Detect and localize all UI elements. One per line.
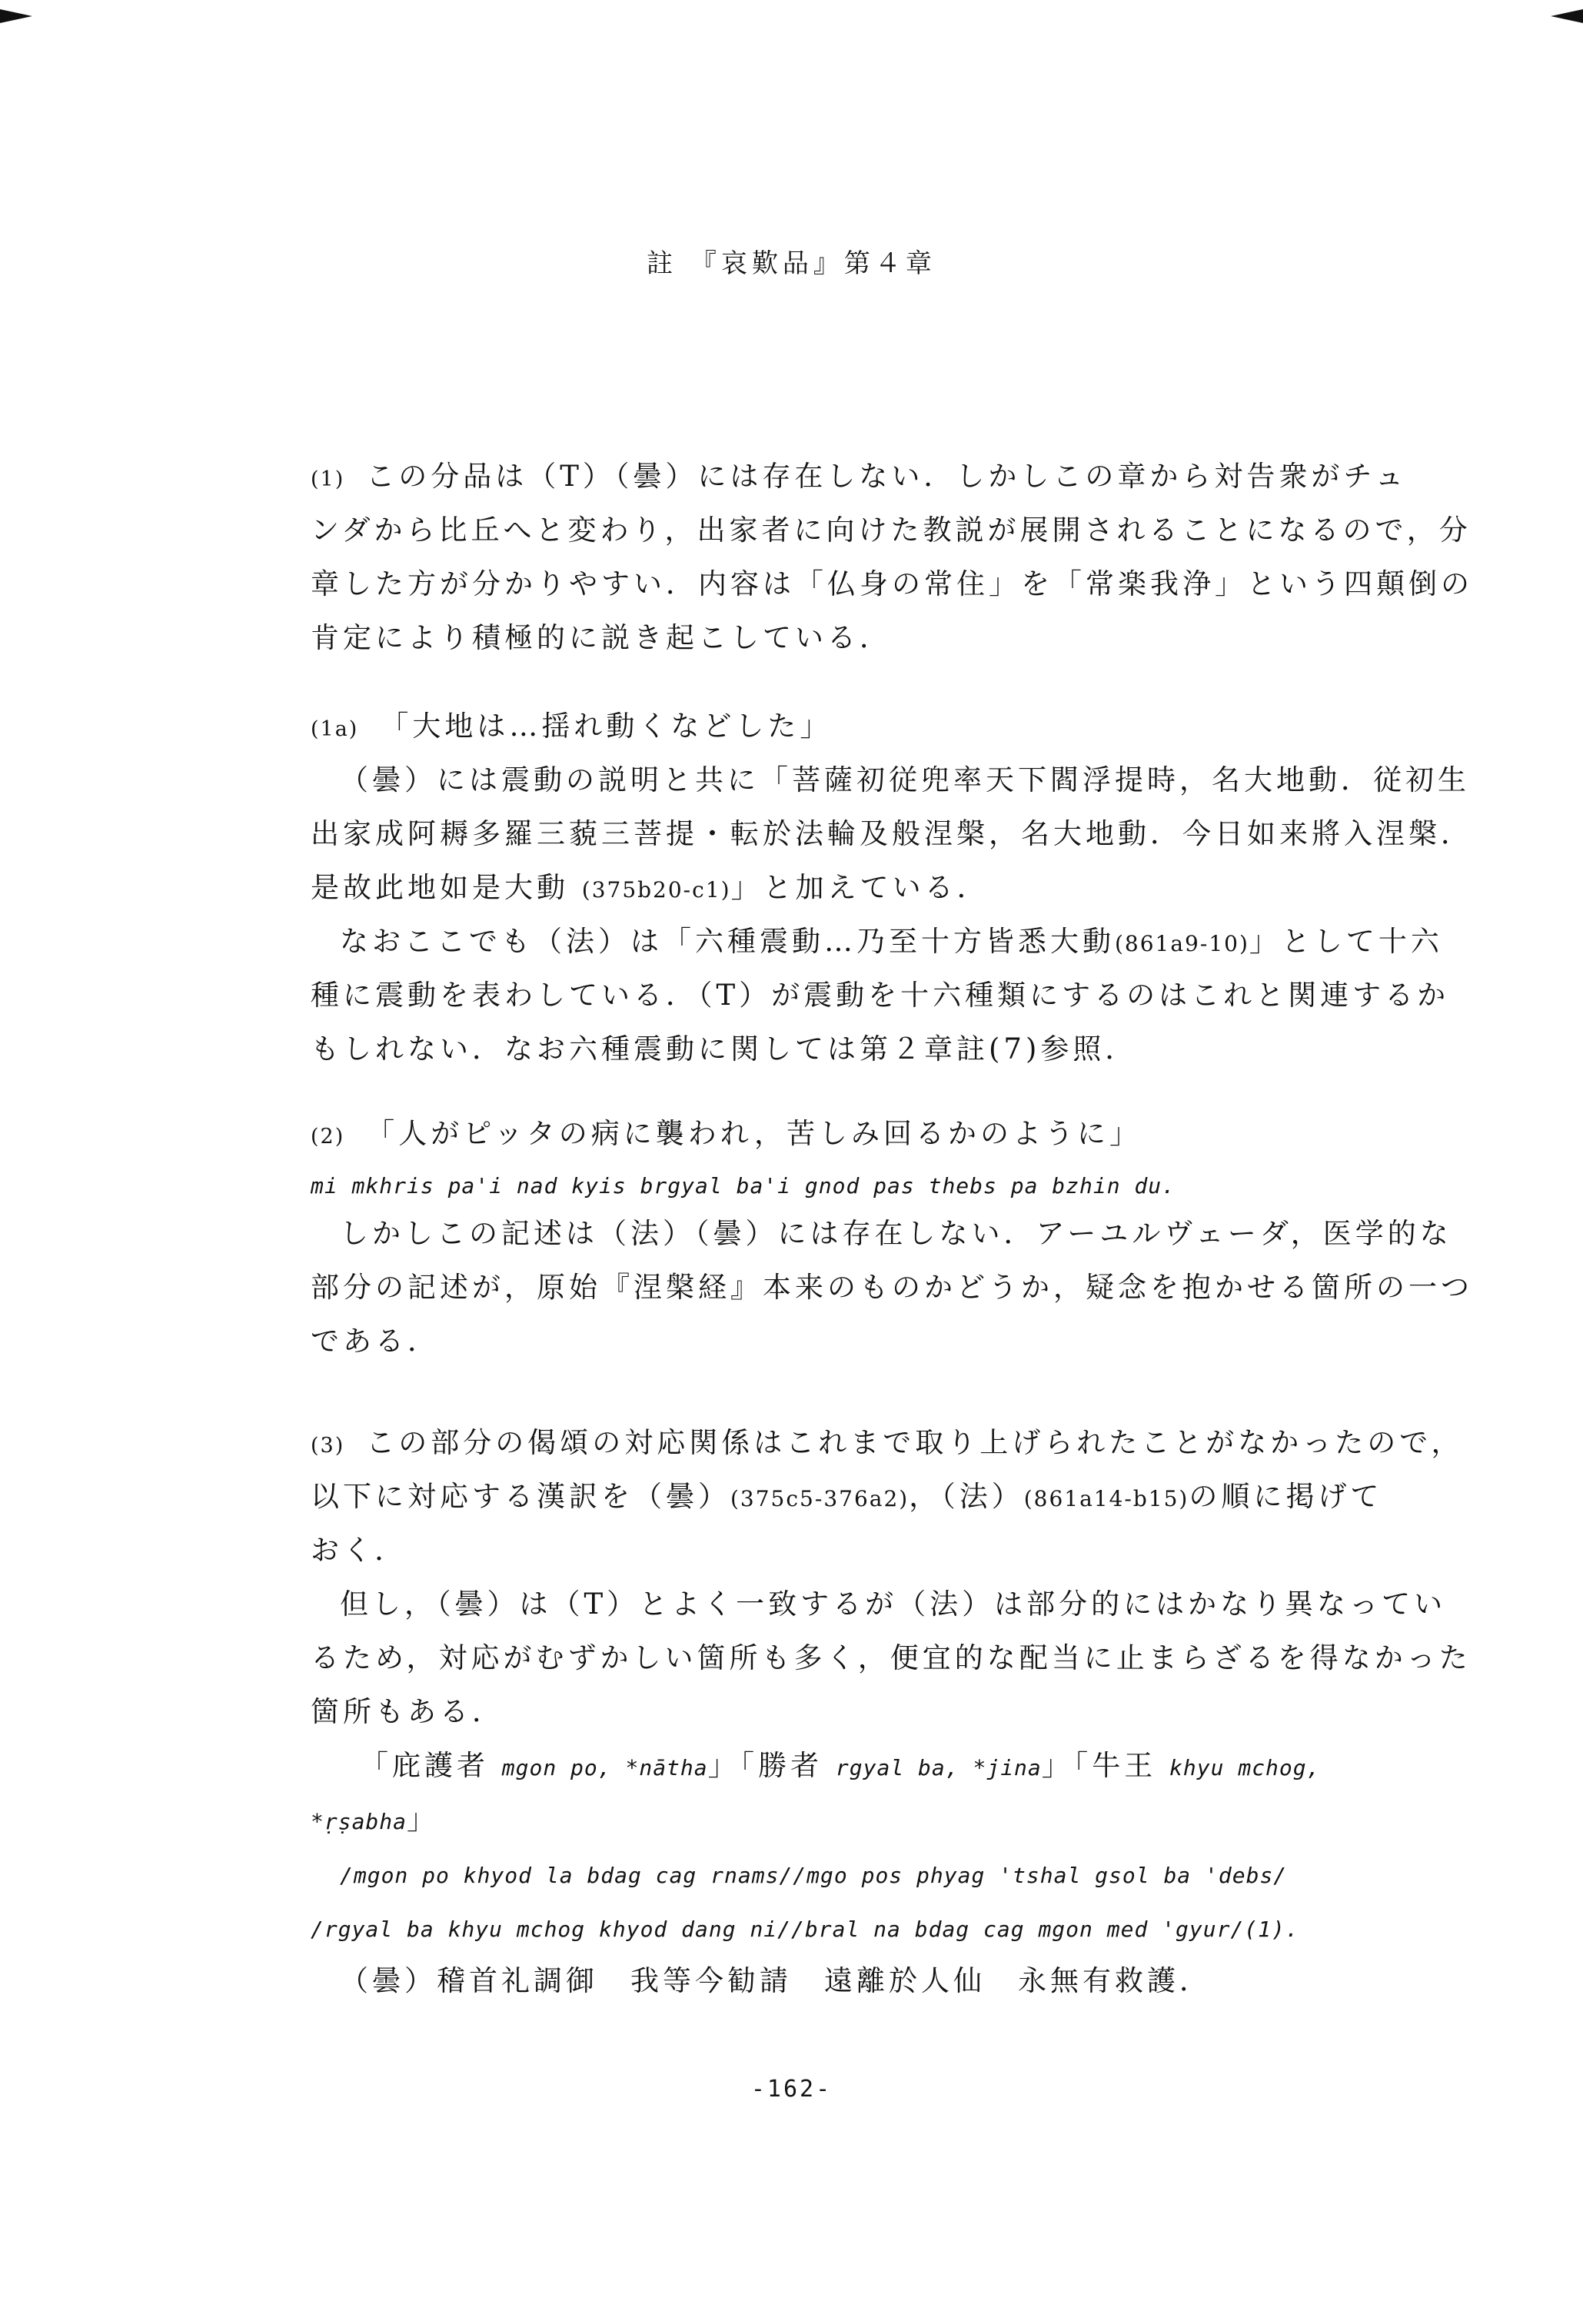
note-3-line: 以下に対応する漢訳を（曇）(375c5-376a2)，（法）(861a14-b15)の順に掲げて: [311, 1480, 1383, 1513]
note-number: (1): [311, 467, 345, 491]
note-2-line: しかしこの記述は（法）（曇）には存在しない．アーユルヴェーダ，医学的な: [340, 1217, 1452, 1250]
note-number: (2): [311, 1125, 345, 1149]
chinese-verse: （曇）稽首礼調御 我等今勧請 遠離於人仙 永無有救護．: [340, 1964, 1212, 1997]
note-3-line: るため，対応がむずかしい箇所も多く，便宜的な配当に止まらざるを得なかった: [311, 1641, 1472, 1674]
note-1a: [311, 700, 1487, 1076]
page-number: -162-: [750, 2076, 833, 2103]
citation-ref: (375c5-376a2): [730, 1486, 910, 1511]
corner-mark-left: [0, 9, 32, 23]
note-number: (3): [311, 1434, 345, 1458]
note-2-heading: (2) 「人がピッタの病に襲われ，苦しみ回るかのように」: [311, 1117, 1142, 1150]
term-list: 「庇護者 mgon po, *nātha」「勝者 rgyal ba, *jina」「牛王 khyu mchog,: [360, 1749, 1321, 1782]
note-1a-line: なおここでも（法）は「六種震動…乃至十方皆悉大動(861a9-10)」として十六: [340, 925, 1443, 958]
note-3-line: (3) この部分の偈頌の対応関係はこれまで取り上げられたことがなかったので，: [311, 1426, 1464, 1459]
note-2-line: である．: [311, 1325, 440, 1358]
tibetan-quote: mi mkhris pa'i nad kyis brgyal ba'i gnod pas thebs pa bzhin du.: [311, 1173, 1176, 1199]
note-3-line: 但し，（曇）は（T）とよく一致するが（法）は部分的にはかなり異なってい: [340, 1588, 1447, 1621]
tibetan-verse: /mgon po khyod la bdag cag rnams//mgo pos phyag 'tshal gsol ba 'debs/: [340, 1863, 1288, 1888]
note-3-line: おく．: [311, 1534, 407, 1567]
note-3-line: 箇所もある．: [311, 1695, 504, 1728]
note-1a-line: もしれない．なお六種震動に関しては第２章註(7)参照．: [311, 1032, 1138, 1066]
note-1-line: (1) この分品は（T）（曇）には存在しない．しかしこの章から対告衆がチュ: [311, 460, 1408, 493]
note-2-line: 部分の記述が，原始『涅槃経』本来のものかどうか，疑念を抱かせる箇所の一つ: [311, 1271, 1473, 1304]
note-3: [311, 1416, 1487, 2008]
citation-ref: (375b20-c1): [581, 877, 731, 903]
page-title: 註 『哀歎品』第４章: [647, 248, 936, 279]
note-1a-line: （曇）には震動の説明と共に「菩薩初従兜率天下閻浮提時，名大地動．従初生: [340, 763, 1470, 796]
tibetan-verse: /rgyal ba khyu mchog khyod dang ni//bral na bdag cag mgon med 'gyur/(1).: [311, 1917, 1299, 1942]
note-1a-heading: (1a) 「大地は…揺れ動くなどした」: [311, 710, 833, 743]
note-1-line: 肯定により積極的に説き起こしている．: [311, 621, 892, 654]
note-1-line: ンダから比丘へと変わり，出家者に向けた教説が展開されることになるので，分: [311, 514, 1472, 547]
note-1a-line: 是故此地如是大動 (375b20-c1)」と加えている．: [311, 871, 989, 904]
note-1a-line: 出家成阿耨多羅三藐三菩提・転於法輪及般涅槃，名大地動．今日如来將入涅槃．: [311, 817, 1473, 850]
citation-ref: (861a14-b15): [1023, 1486, 1189, 1511]
note-1-line: 章した方が分かりやすい．内容は「仏身の常住」を「常楽我浄」という四顛倒の: [311, 567, 1473, 600]
citation-ref: (861a9-10): [1115, 931, 1249, 956]
note-number: (1a): [311, 717, 359, 741]
note-1: [311, 450, 1487, 665]
term-list: *ṛṣabha」: [311, 1803, 440, 1836]
corner-mark-right: [1551, 9, 1583, 23]
note-2: [311, 1107, 1487, 1368]
note-1a-line: 種に震動を表わしている．（T）が震動を十六種類にするのはこれと関連するか: [311, 979, 1450, 1012]
